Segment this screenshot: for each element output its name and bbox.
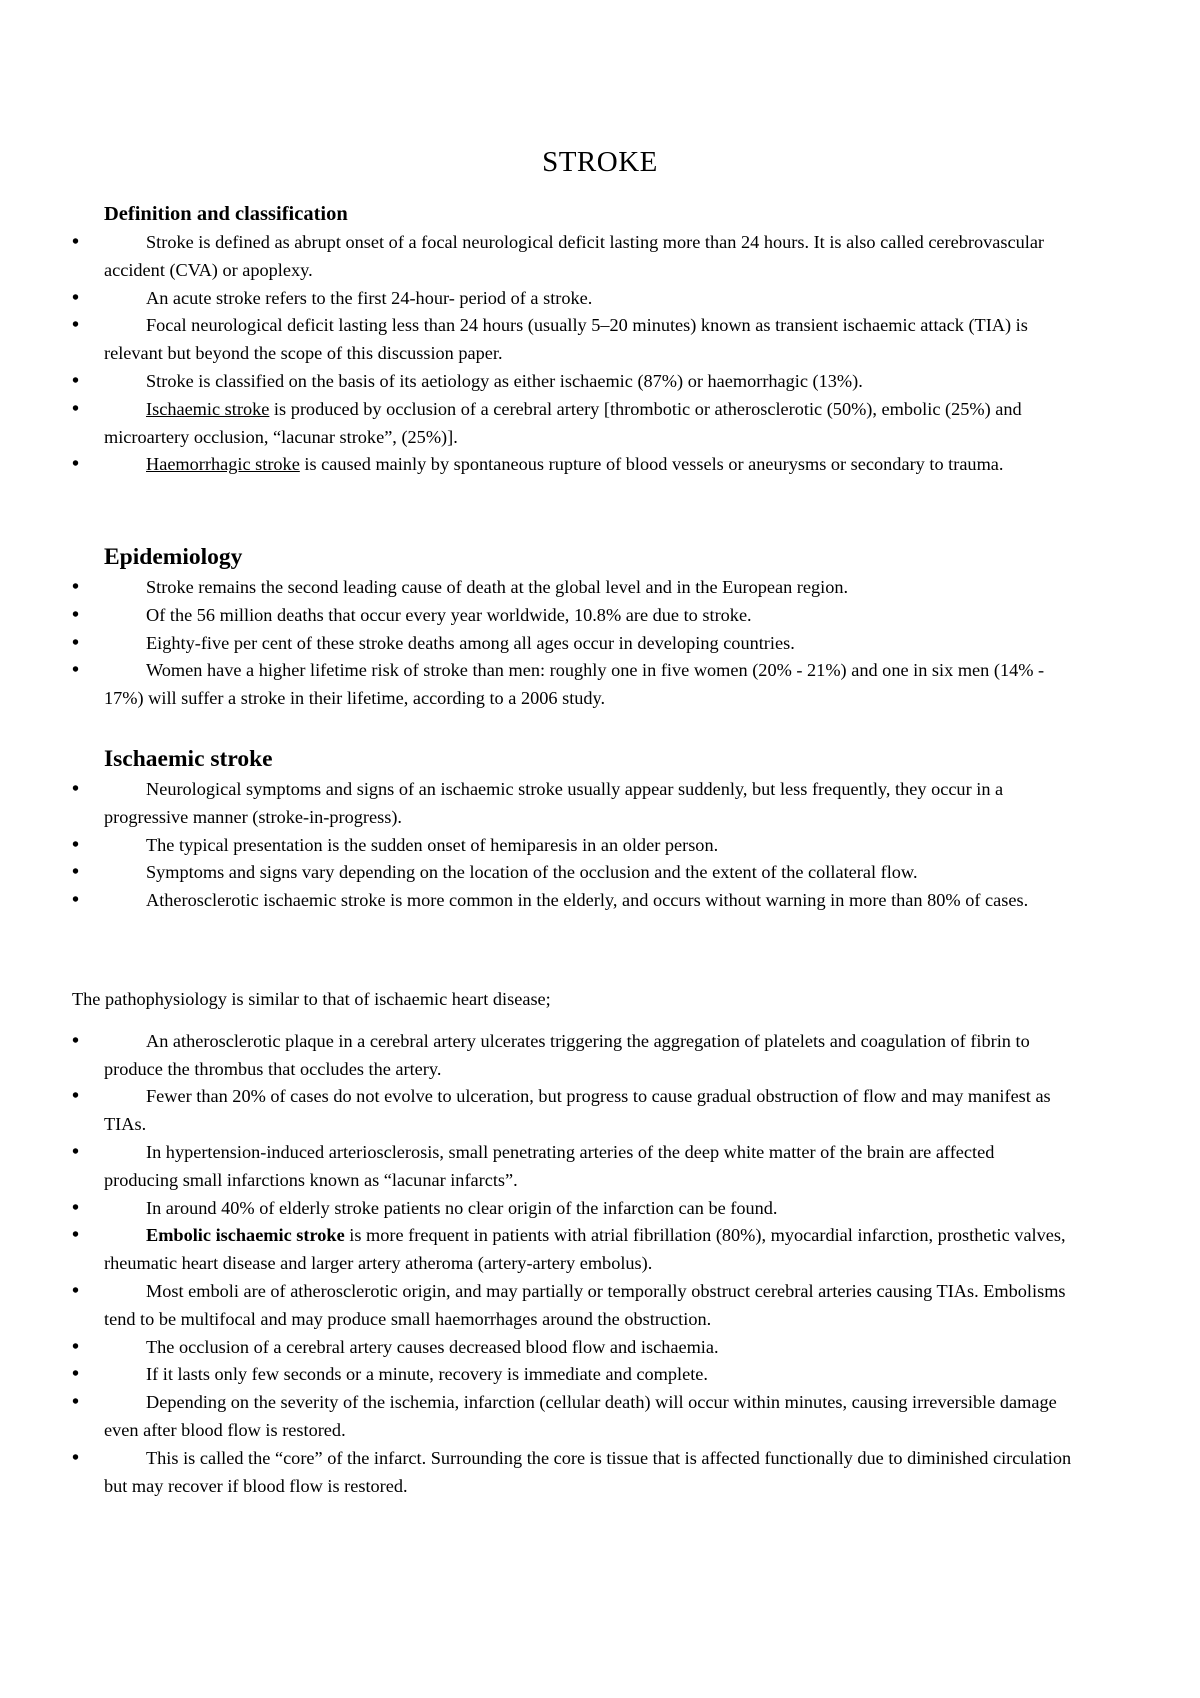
list-item: • Focal neurological deficit lasting less than 24 hours (usually 5–20 minutes) known as transient ischaemic attack (TIA) is relevant but beyond the scope of this discussion paper. (72, 312, 1072, 368)
list-item: • Atherosclerotic ischaemic stroke is more common in the elderly, and occurs without warning in more than 80% of cases. (72, 887, 1072, 915)
list-item: • Embolic ischaemic stroke is more frequent in patients with atrial fibrillation (80%), myocardial infarction, prosthetic valves, rheumatic heart disease and larger artery atheroma (artery-artery embolus). (72, 1222, 1072, 1278)
list-item: • Of the 56 million deaths that occur every year worldwide, 10.8% are due to stroke. (72, 602, 1072, 630)
list-item: • Neurological symptoms and signs of an ischaemic stroke usually appear suddenly, but less frequently, they occur in a progressive manner (stroke-in-progress). (72, 776, 1072, 832)
section-heading-definition: Definition and classification (104, 203, 348, 225)
bullet-list-epidemiology (72, 574, 1072, 713)
bullet-list-pathophysiology (72, 1028, 1072, 1501)
list-item: • The occlusion of a cerebral artery causes decreased blood flow and ischaemia. (72, 1334, 1072, 1362)
page-title: STROKE (542, 146, 658, 178)
section-heading-epidemiology: Epidemiology (104, 544, 243, 570)
section-heading-ischaemic: Ischaemic stroke (104, 746, 273, 772)
section-definition (72, 202, 1072, 479)
list-item: • Depending on the severity of the ischemia, infarction (cellular death) will occur within minutes, causing irreversible damage even after blood flow is restored. (72, 1389, 1072, 1445)
section-epidemiology (72, 543, 1072, 713)
term-haemorrhagic-stroke: Haemorrhagic stroke (146, 454, 300, 475)
list-item: • Eighty-five per cent of these stroke deaths among all ages occur in developing countries. (72, 630, 1072, 658)
list-item: • Symptoms and signs vary depending on the location of the occlusion and the extent of the collateral flow. (72, 859, 1072, 887)
bullet-list-definition (72, 229, 1072, 479)
list-item: • Fewer than 20% of cases do not evolve to ulceration, but progress to cause gradual obstruction of flow and may manifest as TIAs. (72, 1083, 1072, 1139)
section-ischaemic (72, 745, 1072, 915)
list-item: • The typical presentation is the sudden onset of hemiparesis in an older person. (72, 832, 1072, 860)
list-item: • Most emboli are of atherosclerotic origin, and may partially or temporally obstruct cerebral arteries causing TIAs. Embolisms tend to be multifocal and may produce small haemorrhages around the obstruction. (72, 1278, 1072, 1334)
list-item: • Stroke remains the second leading cause of death at the global level and in the European region. (72, 574, 1072, 602)
list-item: • Ischaemic stroke is produced by occlusion of a cerebral artery [thrombotic or atherosclerotic (50%), embolic (25%) and microartery occlusion, “lacunar stroke”, (25%)]. (72, 396, 1072, 452)
list-item: • Women have a higher lifetime risk of stroke than men: roughly one in five women (20% - 21%) and one in six men (14% - 17%) will suffer a stroke in their lifetime, according to a 2006 study. (72, 657, 1072, 713)
list-item: • Haemorrhagic stroke is caused mainly by spontaneous rupture of blood vessels or aneurysms or secondary to trauma. (72, 451, 1072, 479)
list-item: • If it lasts only few seconds or a minute, recovery is immediate and complete. (72, 1361, 1072, 1389)
term-ischaemic-stroke: Ischaemic stroke (146, 398, 270, 419)
list-item: • An acute stroke refers to the first 24-hour- period of a stroke. (72, 285, 1072, 313)
list-item: • An atherosclerotic plaque in a cerebral artery ulcerates triggering the aggregation of platelets and coagulation of fibrin to produce the thrombus that occludes the artery. (72, 1028, 1072, 1084)
list-item: • In around 40% of elderly stroke patients no clear origin of the infarction can be found. (72, 1195, 1072, 1223)
list-item: • In hypertension-induced arteriosclerosis, small penetrating arteries of the deep white matter of the brain are affected producing small infarctions known as “lacunar infarcts”. (72, 1139, 1072, 1195)
list-item: • This is called the “core” of the infarct. Surrounding the core is tissue that is affected functionally due to diminished circulation but may recover if blood flow is restored. (72, 1445, 1072, 1501)
section-pathophysiology (72, 986, 1072, 1500)
bullet-list-ischaemic (72, 776, 1072, 915)
list-item: • Stroke is classified on the basis of its aetiology as either ischaemic (87%) or haemorrhagic (13%). (72, 368, 1072, 396)
pathophysiology-paragraph: The pathophysiology is similar to that of ischaemic heart disease; (72, 989, 551, 1009)
list-item: • Stroke is defined as abrupt onset of a focal neurological deficit lasting more than 24 hours. It is also called cerebrovascular accident (CVA) or apoplexy. (72, 229, 1072, 285)
term-embolic-ischaemic-stroke: Embolic ischaemic stroke (146, 1225, 345, 1246)
